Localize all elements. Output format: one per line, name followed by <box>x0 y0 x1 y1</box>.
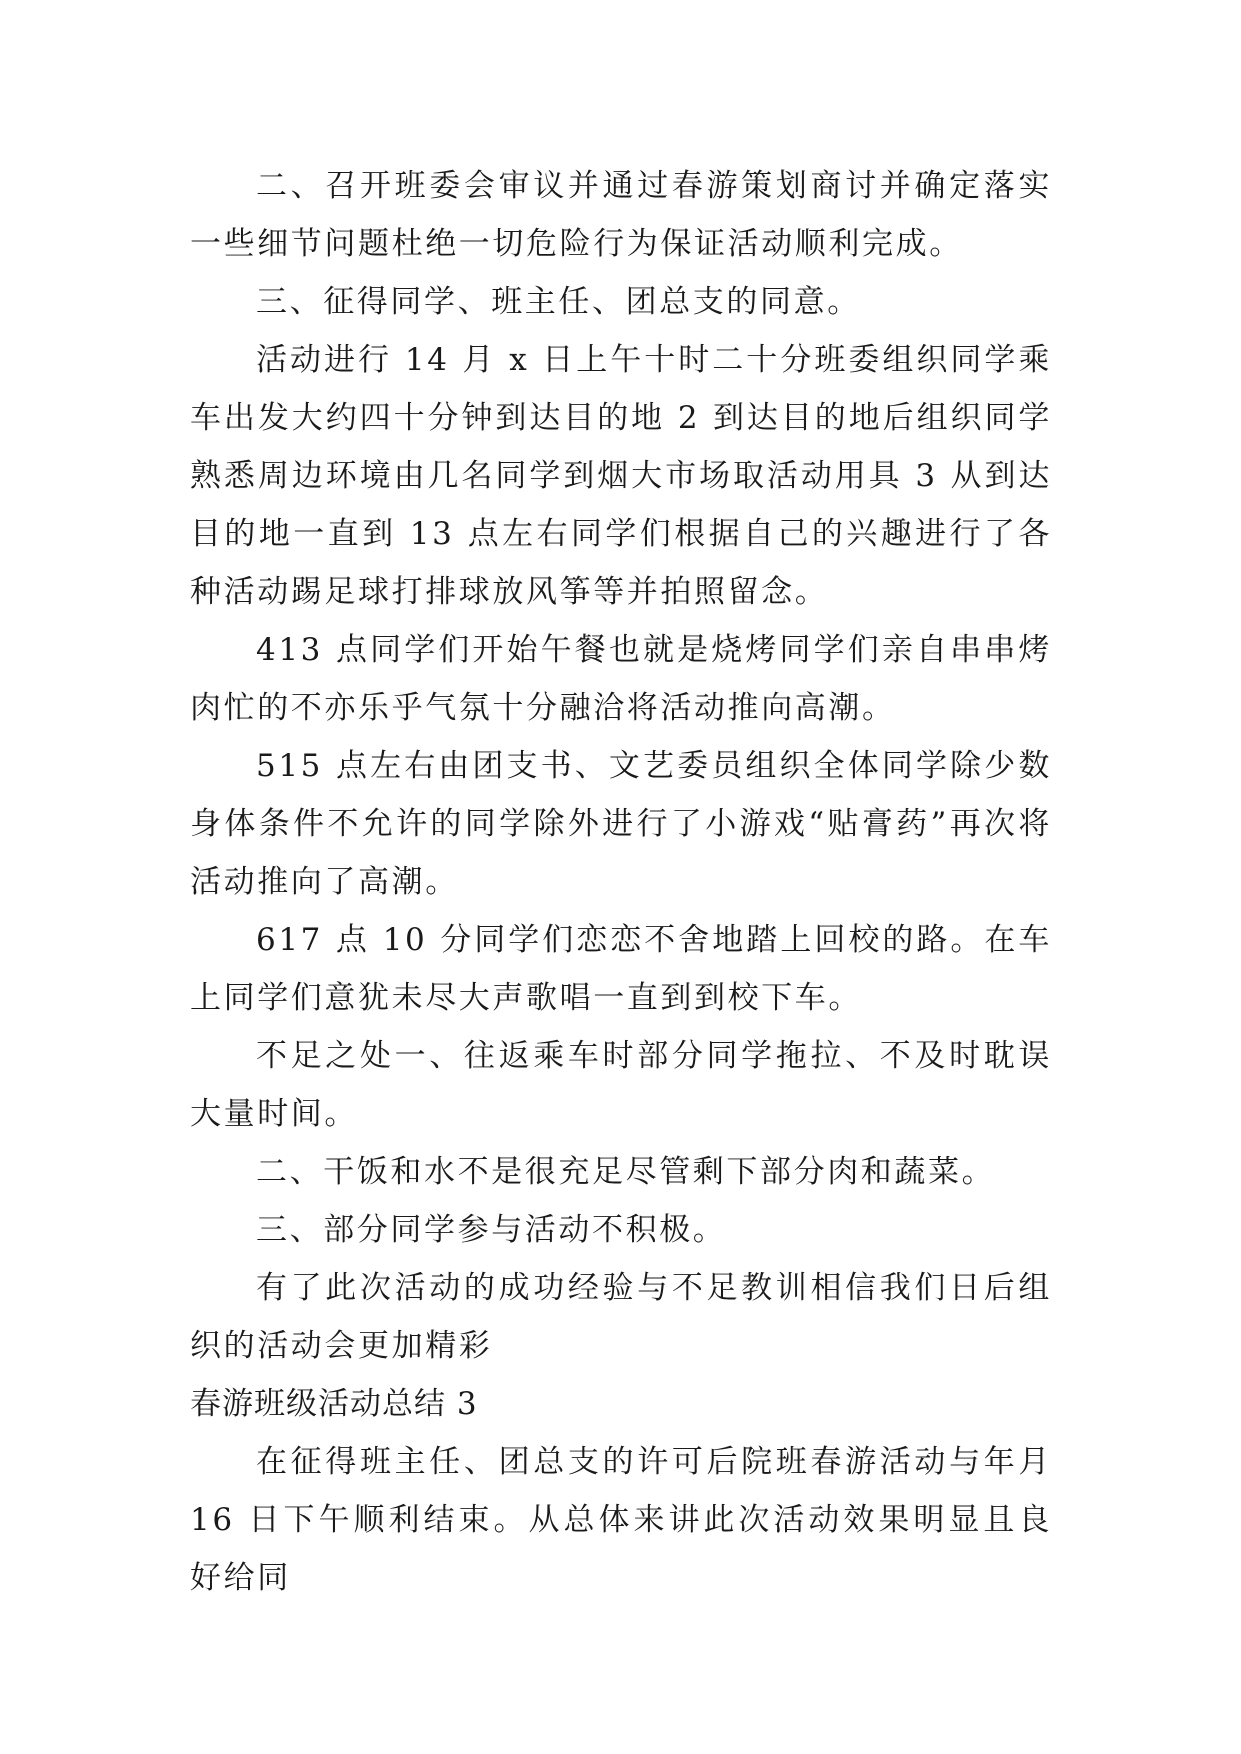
paragraph-lunch-bbq: 413 点同学们开始午餐也就是烧烤同学们亲自串串烤肉忙的不亦乐乎气氛十分融洽将活动推向高潮。 <box>190 632 1052 726</box>
paragraph-group-game: 515 点左右由团支书、文艺委员组织全体同学除少数身体条件不允许的同学除外进行了小游戏“贴膏药”再次将活动推向了高潮。 <box>190 748 1052 900</box>
section-heading: 春游班级活动总结 3 <box>190 1386 478 1422</box>
paragraph-return-trip: 617 点 10 分同学们恋恋不舍地踏上回校的路。在车上同学们意犹未尽大声歌唱一直到到校下车。 <box>190 922 1052 1016</box>
paragraph-shortcoming-3: 三、部分同学参与活动不积极。 <box>256 1212 727 1248</box>
paragraph-summary-intro: 在征得班主任、团总支的许可后院班春游活动与年月 16 日下午顺利结束。从总体来讲此次活动效果明显且良好给同 <box>190 1444 1052 1596</box>
document-body <box>190 157 1052 1607</box>
paragraph-activity-process: 活动进行 14 月 x 日上午十时二十分班委组织同学乘车出发大约四十分钟到达目的地 2 到达目的地后组织同学熟悉周边环境由几名同学到烟大市场取活动用具 3 从到达目的地一直到 13 点左右同学们根据自己的兴趣进行了各种活动踢足球打排球放风筝等并拍照留念。 <box>190 342 1052 610</box>
paragraph-conclusion: 有了此次活动的成功经验与不足教训相信我们日后组织的活动会更加精彩 <box>190 1270 1052 1364</box>
paragraph-class-committee: 二、召开班委会审议并通过春游策划商讨并确定落实一些细节问题杜绝一切危险行为保证活动顺利完成。 <box>190 168 1052 262</box>
paragraph-shortcoming-1: 不足之处一、往返乘车时部分同学拖拉、不及时耽误大量时间。 <box>190 1038 1052 1132</box>
paragraph-approval: 三、征得同学、班主任、团总支的同意。 <box>256 284 861 320</box>
paragraph-shortcoming-2: 二、干饭和水不是很充足尽管剩下部分肉和蔬菜。 <box>256 1154 996 1190</box>
